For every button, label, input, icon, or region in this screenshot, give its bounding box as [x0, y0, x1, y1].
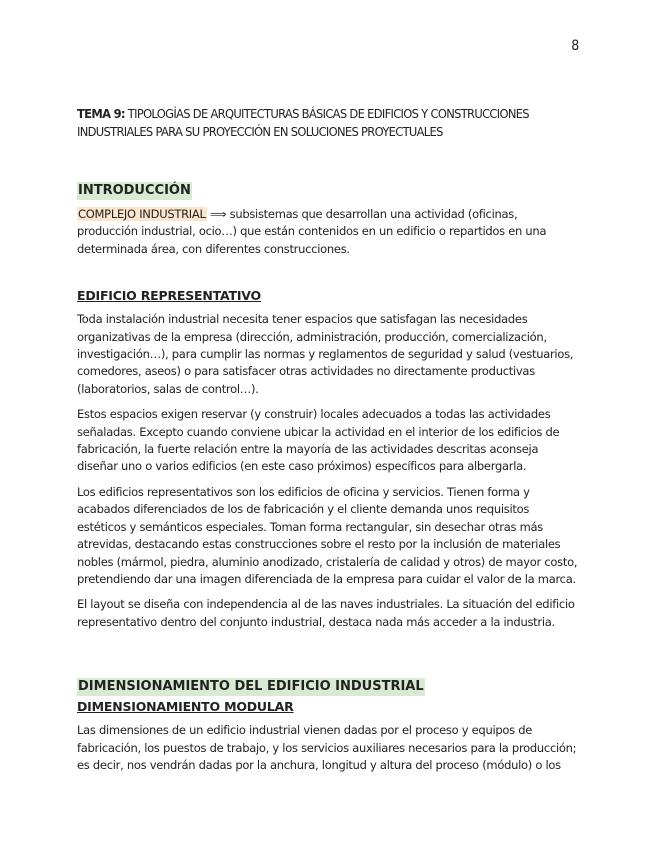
implies-arrow-icon: ⟹: [206, 207, 230, 221]
edificio-paragraph-3: Los edificios representativos son los edificios de oficina y servicios. Tienen forma y acabados diferenciados de los de fabricación y el cliente demanda unos requisitos estéticos y semánticos especiales. Toman forma rectangular, sin desechar otras más atrevidas, destacando estas construcciones sobre el resto por la inclusión de materiales nobles (mármol, piedra, aluminio anodizado, cristalería de calidad y otros) de mayor costo, pretendiendo dar una imagen diferenciada de la empresa para cuidar el valor de la marca.: [77, 484, 578, 586]
section-heading-edificio-representativo: EDIFICIO REPRESENTATIVO: [77, 288, 261, 304]
page-number: 8: [571, 38, 579, 54]
edificio-paragraph-2: Estos espacios exigen reservar (y construir) locales adecuados a todas las actividades señaladas. Excepto cuando conviene ubicar la actividad en el interior de los edificios de fabricación, la fuerte relación entre la mayoría de las actividades descritas aconseja diseñar uno o varios edificios (en este caso próximos) específicos para albergarla.: [77, 407, 560, 474]
introduccion-paragraph: [77, 206, 579, 258]
tema-label: TEMA 9:: [77, 106, 125, 121]
introduccion-text: subsistemas que desarrollan una actividad (oficinas, producción industrial, ocio…) que están contenidos en un edificio o repartidos en una determinada área, con diferentes construcciones.: [77, 207, 547, 256]
section-heading-introduccion: INTRODUCCIÓN: [78, 183, 191, 198]
complejo-industrial-term: COMPLEJO INDUSTRIAL: [78, 207, 206, 221]
subheading-dimensionamiento-modular: DIMENSIONAMIENTO MODULAR: [77, 699, 294, 715]
edificio-paragraph-4: El layout se diseña con independencia al de las naves industriales. La situación del edificio representativo dentro del conjunto industrial, destaca nada más acceder a la industria.: [77, 597, 575, 629]
tema-title-line1: TIPOLOGÍAS DE ARQUITECTURAS BÁSICAS DE EDIFICIOS Y CONSTRUCCIONES: [124, 106, 529, 121]
tema-title: [77, 105, 578, 141]
page-content: [77, 105, 579, 774]
section-heading-dimensionamiento: DIMENSIONAMIENTO DEL EDIFICIO INDUSTRIAL: [78, 679, 424, 695]
edificio-paragraph-1: Toda instalación industrial necesita tener espacios que satisfagan las necesidades organizativas de la empresa (dirección, administración, producción, comercialización, investigación…), para cumplir las normas y reglamentos de seguridad y salud (vestuarios, comedores, aseos) o para satisfacer otras actividades no directamente productivas (laboratorios, salas de control…).: [77, 312, 574, 396]
tema-title-line2: INDUSTRIALES PARA SU PROYECCIÓN EN SOLUCIONES PROYECTUALES: [77, 124, 443, 139]
dimensionamiento-paragraph: Las dimensiones de un edificio industrial vienen dadas por el proceso y equipos de fabricación, los puestos de trabajo, y los servicios auxiliares necesarios para la producción; es decir, nos vendrán dadas por la anchura, longitud y altura del proceso (módulo) o los: [77, 723, 577, 772]
